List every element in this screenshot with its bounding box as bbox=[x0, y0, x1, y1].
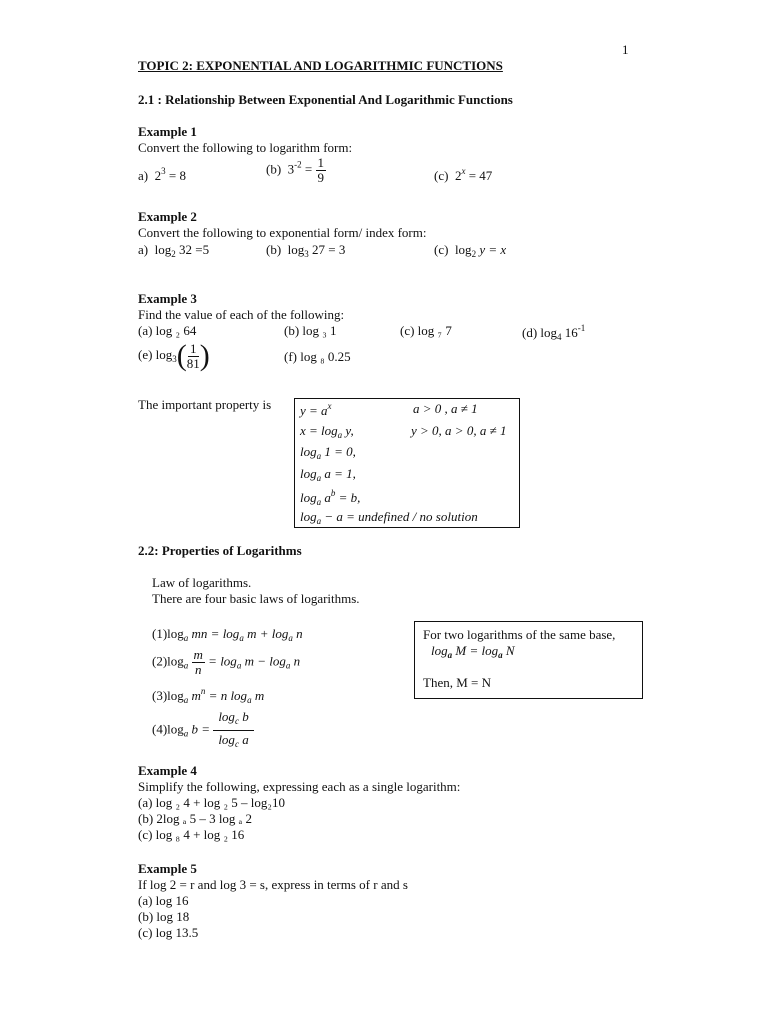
example-4-a: (a) log ₂ 4 + log ₂ 5 – log₂10 bbox=[138, 795, 285, 810]
example-2-instruction: Convert the following to exponential form/ index form: bbox=[138, 225, 427, 240]
example-4-instruction: Simplify the following, expressing each as a single logarithm: bbox=[138, 779, 461, 794]
example-1-heading: Example 1 bbox=[138, 124, 197, 139]
laws-intro-1: Law of logarithms. bbox=[152, 575, 252, 590]
section-2-1-title: 2.1 : Relationship Between Exponential And Logarithmic Functions bbox=[138, 92, 513, 107]
property-row-2-left: $x = \log_a y$, bbox=[300, 423, 354, 440]
example-2-heading: Example 2 bbox=[138, 209, 197, 224]
example-5-c: (c) log 13.5 bbox=[138, 925, 199, 940]
property-row-3: $\log_a 1 = 0$, bbox=[300, 444, 356, 461]
example-1-instruction: Convert the following to logarithm form: bbox=[138, 140, 353, 155]
example-4-b: (b) 2log ₐ 5 – 3 log ₐ 2 bbox=[138, 811, 252, 826]
example-1-c: (c) 2$^x$ = 47 bbox=[434, 166, 493, 183]
law-4: $(4)\log_a$ b = $\frac{\log_c b}{\log_c a}$ bbox=[152, 708, 254, 753]
property-intro: The important property is bbox=[138, 397, 272, 412]
same-base-line-1: For two logarithms of the same base, bbox=[423, 627, 616, 642]
example-4-c: (c) log ₈ 4 + log ₂ 16 bbox=[138, 827, 245, 842]
topic-title: TOPIC 2: EXPONENTIAL AND LOGARITHMIC FUNCTIONS bbox=[138, 58, 503, 73]
example-3-f: (f) log ₈ 0.25 bbox=[284, 349, 351, 364]
example-2-c: (c) $\log_2 y = x$ bbox=[434, 242, 507, 259]
page-number: 1 bbox=[622, 42, 629, 57]
fraction: $\frac{1}{81}$ bbox=[186, 340, 200, 371]
example-1-b: (b) $3^{-2}$ = $\frac{1}{9}$ bbox=[266, 155, 325, 185]
section-2-2-title: 2.2: Properties of Logarithms bbox=[138, 543, 302, 558]
example-3-instruction: Find the value of each of the following: bbox=[138, 307, 345, 322]
example-3-d: (d) $\log_4 16^{-1}$ bbox=[522, 323, 586, 342]
property-row-5: $\log_a a^b = b$, bbox=[300, 488, 361, 507]
laws-intro-2: There are four basic laws of logarithms. bbox=[152, 591, 360, 606]
example-2-b: (b) $\log_3 27 = 3$ bbox=[266, 242, 346, 259]
example-3-b: (b) log ₃ 1 bbox=[284, 323, 337, 338]
example-4-heading: Example 4 bbox=[138, 763, 197, 778]
property-row-1-right: a > 0 , a ≠ 1 bbox=[413, 401, 478, 416]
property-box bbox=[294, 398, 520, 528]
example-5-heading: Example 5 bbox=[138, 861, 197, 876]
example-5-a: (a) log 16 bbox=[138, 893, 189, 908]
property-row-4: $\log_a a = 1$, bbox=[300, 466, 356, 483]
example-3-a: (a) log ₂ 64 bbox=[138, 323, 197, 338]
law-3: $(3)\log_a$ $m^n = n$ $\log_a m$ bbox=[152, 686, 265, 705]
example-5-instruction: If log 2 = r and log 3 = s, express in terms of r and s bbox=[138, 877, 408, 892]
same-base-box bbox=[414, 621, 643, 699]
property-row-1-left: $y = a^x$ bbox=[300, 401, 332, 418]
fraction: $\frac{m}{n}$ bbox=[193, 647, 203, 677]
same-base-line-3: Then, M = N bbox=[423, 675, 491, 690]
law-1: $(1)\log_a$ mn = $\log_a m + \log_a n$ bbox=[152, 626, 303, 643]
example-3-e: (e) $\log_3$( $\frac{1}{81}$ ) bbox=[138, 339, 210, 372]
example-3-heading: Example 3 bbox=[138, 291, 197, 306]
same-base-line-2: $\log_a M = \log_a N$ bbox=[431, 643, 515, 660]
example-3-c: (c) log ₇ 7 bbox=[400, 323, 452, 338]
fraction: $\frac{1}{9}$ bbox=[317, 155, 325, 185]
law-2: $(2)\log_a$ $\frac{m}{n}$ = $\log_a m - \log_a n$ bbox=[152, 647, 301, 677]
property-row-2-right: y > 0, a > 0, a ≠ 1 bbox=[411, 423, 507, 438]
fraction: $\frac{\log_c b}{\log_c a}$ bbox=[213, 708, 253, 753]
example-5-b: (b) log 18 bbox=[138, 909, 190, 924]
example-2-a: a) $\log_2 32 =5$ bbox=[138, 242, 210, 259]
property-row-6: $\log_a - a$ = undefined / no solution bbox=[300, 509, 478, 526]
example-1-a: a) $2^3 = 8$ bbox=[138, 166, 186, 183]
